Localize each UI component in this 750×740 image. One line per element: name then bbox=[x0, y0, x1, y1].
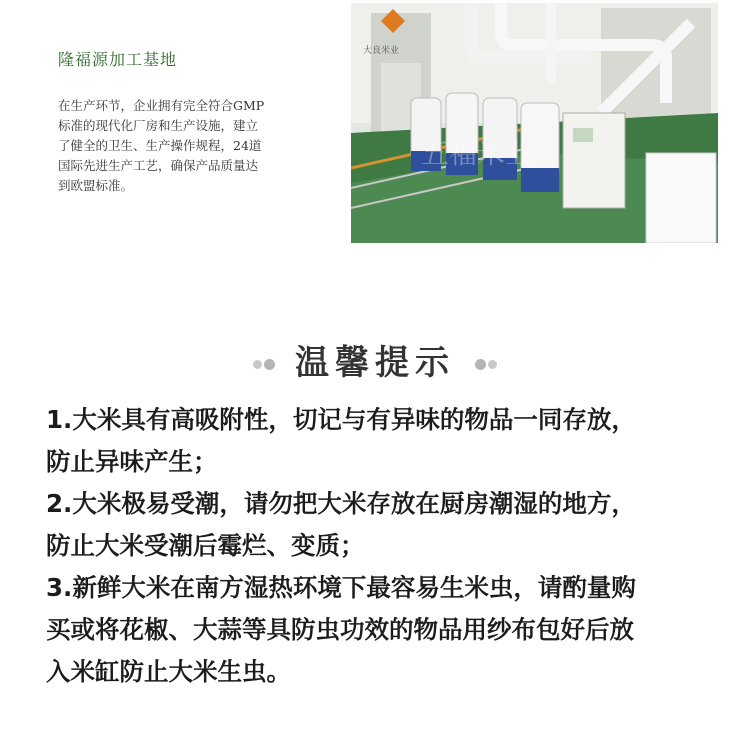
tip-line: 入米缸防止大米生虫。 bbox=[46, 657, 291, 686]
description-line: 标准的现代化厂房和生产设施，建立 bbox=[58, 118, 259, 133]
decorative-dots-right bbox=[474, 354, 498, 373]
description-line: 在生产环节，企业拥有完全符合GMP bbox=[58, 98, 265, 113]
factory-illustration bbox=[351, 3, 718, 243]
tips-title: 温馨提示 bbox=[295, 343, 455, 383]
factory-photo bbox=[351, 3, 718, 243]
tip-line: 防止大米受潮后霉烂、变质； bbox=[46, 531, 365, 560]
photo-watermark: 五福米业 bbox=[421, 137, 534, 170]
tip-line: 3.新鲜大米在南方湿热环境下最容易生米虫，请酌量购 bbox=[46, 573, 636, 602]
description-line: 了健全的卫生、生产操作规程，24道 bbox=[58, 138, 262, 153]
tip-line: 防止异味产生； bbox=[46, 447, 218, 476]
description-line: 到欧盟标准。 bbox=[58, 178, 134, 193]
processing-base-section bbox=[0, 0, 750, 260]
tips-header bbox=[0, 338, 750, 388]
tip-item-2 bbox=[46, 483, 736, 567]
photo-logo-text: 大良米业 bbox=[363, 46, 400, 56]
base-description bbox=[58, 96, 320, 196]
description-line: 国际先进生产工艺，确保产品质量达 bbox=[58, 158, 259, 173]
base-title: 隆福源加工基地 bbox=[58, 50, 178, 69]
tip-item-3 bbox=[46, 567, 736, 693]
tip-item-1 bbox=[46, 399, 736, 483]
decorative-dots-left bbox=[252, 354, 276, 373]
tip-line: 2.大米极易受潮，请勿把大米存放在厨房潮湿的地方， bbox=[46, 489, 636, 518]
tip-line: 买或将花椒、大蒜等具防虫功效的物品用纱布包好后放 bbox=[46, 615, 634, 644]
tip-line: 1.大米具有高吸附性，切记与有异味的物品一同存放， bbox=[46, 405, 636, 434]
tips-list bbox=[46, 399, 736, 693]
